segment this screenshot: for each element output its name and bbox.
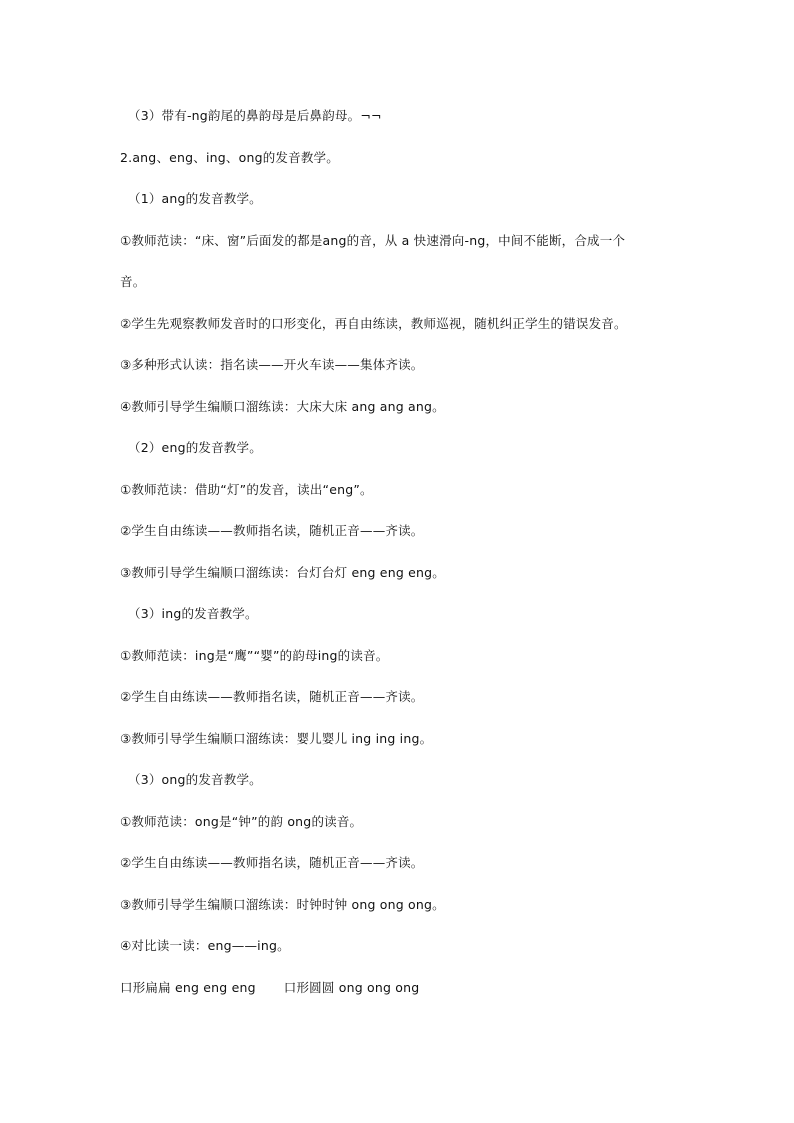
ang-step-1-continued: 音。: [120, 274, 146, 289]
ang-step-3: ③多种形式认读：指名读——开火车读——集体齐读。: [120, 357, 424, 372]
ang-step-1: ①教师范读：“床、窗”后面发的都是ang的音，从 a 快速滑向-ng，中间不能断，合成一个: [120, 233, 626, 248]
ing-step-1: ①教师范读：ing是“鹰”“婴”的韵母ing的读音。: [120, 648, 389, 663]
ang-step-4: ④教师引导学生编顺口溜练读：大床大床 ang ang ang。: [120, 399, 445, 414]
subheading-ing: （3）ing的发音教学。: [128, 606, 258, 621]
ong-step-1: ①教师范读：ong是“钟”的韵 ong的读音。: [120, 814, 363, 829]
eng-step-2: ②学生自由练读——教师指名读，随机正音——齐读。: [120, 523, 424, 538]
section-heading-nasal-finals: 2.ang、eng、ing、ong的发音教学。: [120, 150, 339, 165]
eng-step-3: ③教师引导学生编顺口溜练读：台灯台灯 eng eng eng。: [120, 565, 445, 580]
ing-step-3: ③教师引导学生编顺口溜练读：婴儿婴儿 ing ing ing。: [120, 731, 433, 746]
eng-step-1: ①教师范读：借助“灯”的发音，读出“eng”。: [120, 482, 373, 497]
paragraph-back-nasal-rule: （3）带有-ng韵尾的鼻韵母是后鼻韵母。¬¬: [128, 108, 382, 123]
ang-step-2: ②学生先观察教师发音时的口形变化，再自由练读，教师巡视，随机纠正学生的错误发音。: [120, 316, 627, 331]
mouth-shape-flat: 口形扁扁 eng eng eng: [120, 980, 256, 995]
ong-step-3: ③教师引导学生编顺口溜练读：时钟时钟 ong ong ong。: [120, 897, 445, 912]
mouth-shape-comparison: [120, 980, 419, 996]
subheading-ong: （3）ong的发音教学。: [128, 772, 262, 787]
ing-step-2: ②学生自由练读——教师指名读，随机正音——齐读。: [120, 689, 424, 704]
subheading-eng: （2）eng的发音教学。: [128, 440, 262, 455]
ong-step-2: ②学生自由练读——教师指名读，随机正音——齐读。: [120, 855, 424, 870]
subheading-ang: （1）ang的发音教学。: [128, 191, 262, 206]
ong-step-4: ④对比读一读：eng——ing。: [120, 938, 290, 953]
mouth-shape-round: 口形圆圆 ong ong ong: [283, 980, 420, 995]
